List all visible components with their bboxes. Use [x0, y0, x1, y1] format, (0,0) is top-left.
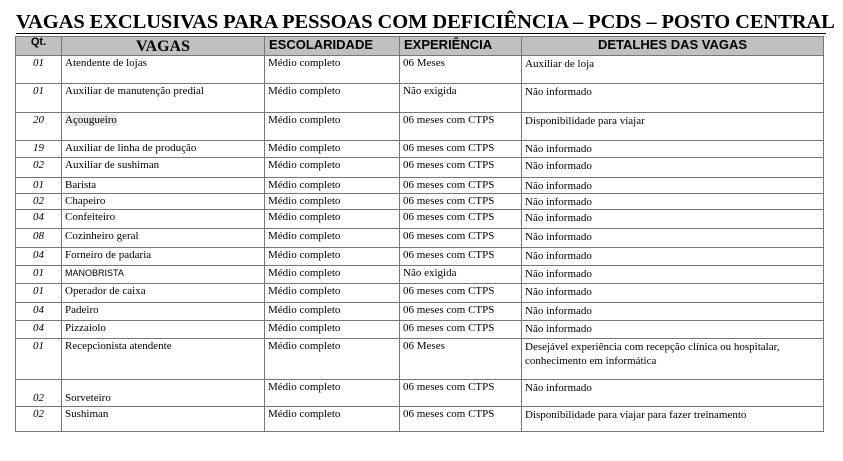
vaga-caps-text: MANOBRISTA	[65, 268, 124, 278]
table-row	[16, 339, 824, 380]
cell-escolaridade: Médio completo	[265, 194, 400, 210]
cell-qt: 01	[16, 284, 62, 303]
header-qt: Qt.	[16, 37, 62, 56]
cell-escolaridade: Médio completo	[265, 284, 400, 303]
cell-escolaridade: Médio completo	[265, 266, 400, 284]
cell-vaga: Cozinheiro geral	[62, 229, 265, 248]
cell-experiencia: Não exigida	[400, 84, 522, 113]
cell-qt: 04	[16, 210, 62, 229]
cell-escolaridade: Médio completo	[265, 56, 400, 84]
cell-experiencia: 06 meses com CTPS	[400, 194, 522, 210]
cell-escolaridade: Médio completo	[265, 158, 400, 178]
table-row	[16, 284, 824, 303]
header-escolaridade: ESCOLARIDADE	[265, 37, 400, 56]
cell-escolaridade: Médio completo	[265, 178, 400, 194]
cell-experiencia: 06 meses com CTPS	[400, 141, 522, 158]
cell-detalhes: Disponibilidade para viajar para fazer treinamento	[522, 407, 824, 432]
table-row	[16, 141, 824, 158]
cell-vaga	[62, 266, 265, 284]
title-underline	[16, 33, 826, 34]
table-row	[16, 303, 824, 321]
cell-escolaridade: Médio completo	[265, 84, 400, 113]
cell-experiencia: 06 Meses	[400, 339, 522, 380]
cell-vaga: Auxiliar de sushiman	[62, 158, 265, 178]
table-row	[16, 266, 824, 284]
cell-vaga: Confeiteiro	[62, 210, 265, 229]
cell-detalhes: Disponibilidade para viajar	[522, 113, 824, 141]
cell-qt: 08	[16, 229, 62, 248]
cell-detalhes: Não informado	[522, 321, 824, 339]
cell-escolaridade: Médio completo	[265, 113, 400, 141]
vacancies-table	[15, 36, 824, 432]
cell-experiencia: 06 meses com CTPS	[400, 113, 522, 141]
cell-qt: 20	[16, 113, 62, 141]
cell-vaga: Pizzaiolo	[62, 321, 265, 339]
table-row	[16, 210, 824, 229]
cell-qt: 02	[16, 407, 62, 432]
cell-experiencia: 06 Meses	[400, 56, 522, 84]
cell-experiencia: 06 meses com CTPS	[400, 158, 522, 178]
cell-vaga: Recepcionista atendente	[62, 339, 265, 380]
cell-detalhes: Não informado	[522, 84, 824, 113]
table-row	[16, 56, 824, 84]
cell-experiencia: 06 meses com CTPS	[400, 229, 522, 248]
cell-experiencia: 06 meses com CTPS	[400, 248, 522, 266]
table-row	[16, 321, 824, 339]
table-row	[16, 113, 824, 141]
table-row	[16, 407, 824, 432]
cell-vaga: Forneiro de padaria	[62, 248, 265, 266]
cell-experiencia: 06 meses com CTPS	[400, 380, 522, 407]
cell-qt: 01	[16, 56, 62, 84]
cell-vaga	[62, 113, 265, 141]
cell-qt: 02	[16, 158, 62, 178]
cell-detalhes: Não informado	[522, 303, 824, 321]
cell-experiencia: 06 meses com CTPS	[400, 284, 522, 303]
cell-detalhes: Não informado	[522, 194, 824, 210]
cell-escolaridade: Médio completo	[265, 141, 400, 158]
table-row	[16, 248, 824, 266]
cell-qt: 04	[16, 248, 62, 266]
cell-escolaridade: Médio completo	[265, 339, 400, 380]
cell-qt: 01	[16, 178, 62, 194]
table-row	[16, 380, 824, 407]
cell-vaga: Padeiro	[62, 303, 265, 321]
cell-escolaridade: Médio completo	[265, 303, 400, 321]
table-header-row	[16, 37, 824, 56]
cell-qt: 02	[16, 380, 62, 407]
cell-experiencia: 06 meses com CTPS	[400, 210, 522, 229]
vaga-highlight: Açougueiro	[65, 114, 117, 126]
cell-experiencia: 06 meses com CTPS	[400, 321, 522, 339]
header-experiencia: EXPERIÊNCIA	[400, 37, 522, 56]
cell-vaga: Chapeiro	[62, 194, 265, 210]
header-vagas: VAGAS	[62, 37, 265, 56]
table-row	[16, 194, 824, 210]
cell-escolaridade: Médio completo	[265, 380, 400, 407]
cell-qt: 19	[16, 141, 62, 158]
cell-qt: 01	[16, 266, 62, 284]
cell-detalhes: Desejável experiência com recepção clínica ou hospitalar, conhecimento em informática	[522, 339, 824, 380]
cell-escolaridade: Médio completo	[265, 229, 400, 248]
cell-detalhes: Auxiliar de loja	[522, 56, 824, 84]
cell-qt: 01	[16, 339, 62, 380]
cell-detalhes: Não informado	[522, 248, 824, 266]
cell-detalhes: Não informado	[522, 229, 824, 248]
cell-vaga: Operador de caixa	[62, 284, 265, 303]
cell-detalhes: Não informado	[522, 210, 824, 229]
cell-qt: 02	[16, 194, 62, 210]
cell-escolaridade: Médio completo	[265, 210, 400, 229]
cell-detalhes: Não informado	[522, 284, 824, 303]
cell-vaga: Auxiliar de linha de produção	[62, 141, 265, 158]
cell-experiencia: 06 meses com CTPS	[400, 178, 522, 194]
cell-escolaridade: Médio completo	[265, 407, 400, 432]
table-row	[16, 84, 824, 113]
cell-escolaridade: Médio completo	[265, 248, 400, 266]
cell-escolaridade: Médio completo	[265, 321, 400, 339]
header-detalhes: DETALHES DAS VAGAS	[522, 37, 824, 56]
table-row	[16, 178, 824, 194]
table-row	[16, 158, 824, 178]
cell-experiencia: Não exigida	[400, 266, 522, 284]
cell-experiencia: 06 meses com CTPS	[400, 303, 522, 321]
page-title: VAGAS EXCLUSIVAS PARA PESSOAS COM DEFICIÊNCIA – PCDS – POSTO CENTRAL	[16, 11, 835, 33]
cell-detalhes: Não informado	[522, 380, 824, 407]
cell-vaga: Auxiliar de manutenção predial	[62, 84, 265, 113]
cell-detalhes: Não informado	[522, 266, 824, 284]
cell-vaga: Sorveteiro	[62, 380, 265, 407]
cell-detalhes: Não informado	[522, 158, 824, 178]
cell-vaga: Barista	[62, 178, 265, 194]
table-row	[16, 229, 824, 248]
cell-qt: 04	[16, 321, 62, 339]
cell-experiencia: 06 meses com CTPS	[400, 407, 522, 432]
cell-vaga: Sushiman	[62, 407, 265, 432]
cell-qt: 01	[16, 84, 62, 113]
cell-detalhes: Não informado	[522, 178, 824, 194]
cell-qt: 04	[16, 303, 62, 321]
cell-vaga: Atendente de lojas	[62, 56, 265, 84]
cell-detalhes: Não informado	[522, 141, 824, 158]
